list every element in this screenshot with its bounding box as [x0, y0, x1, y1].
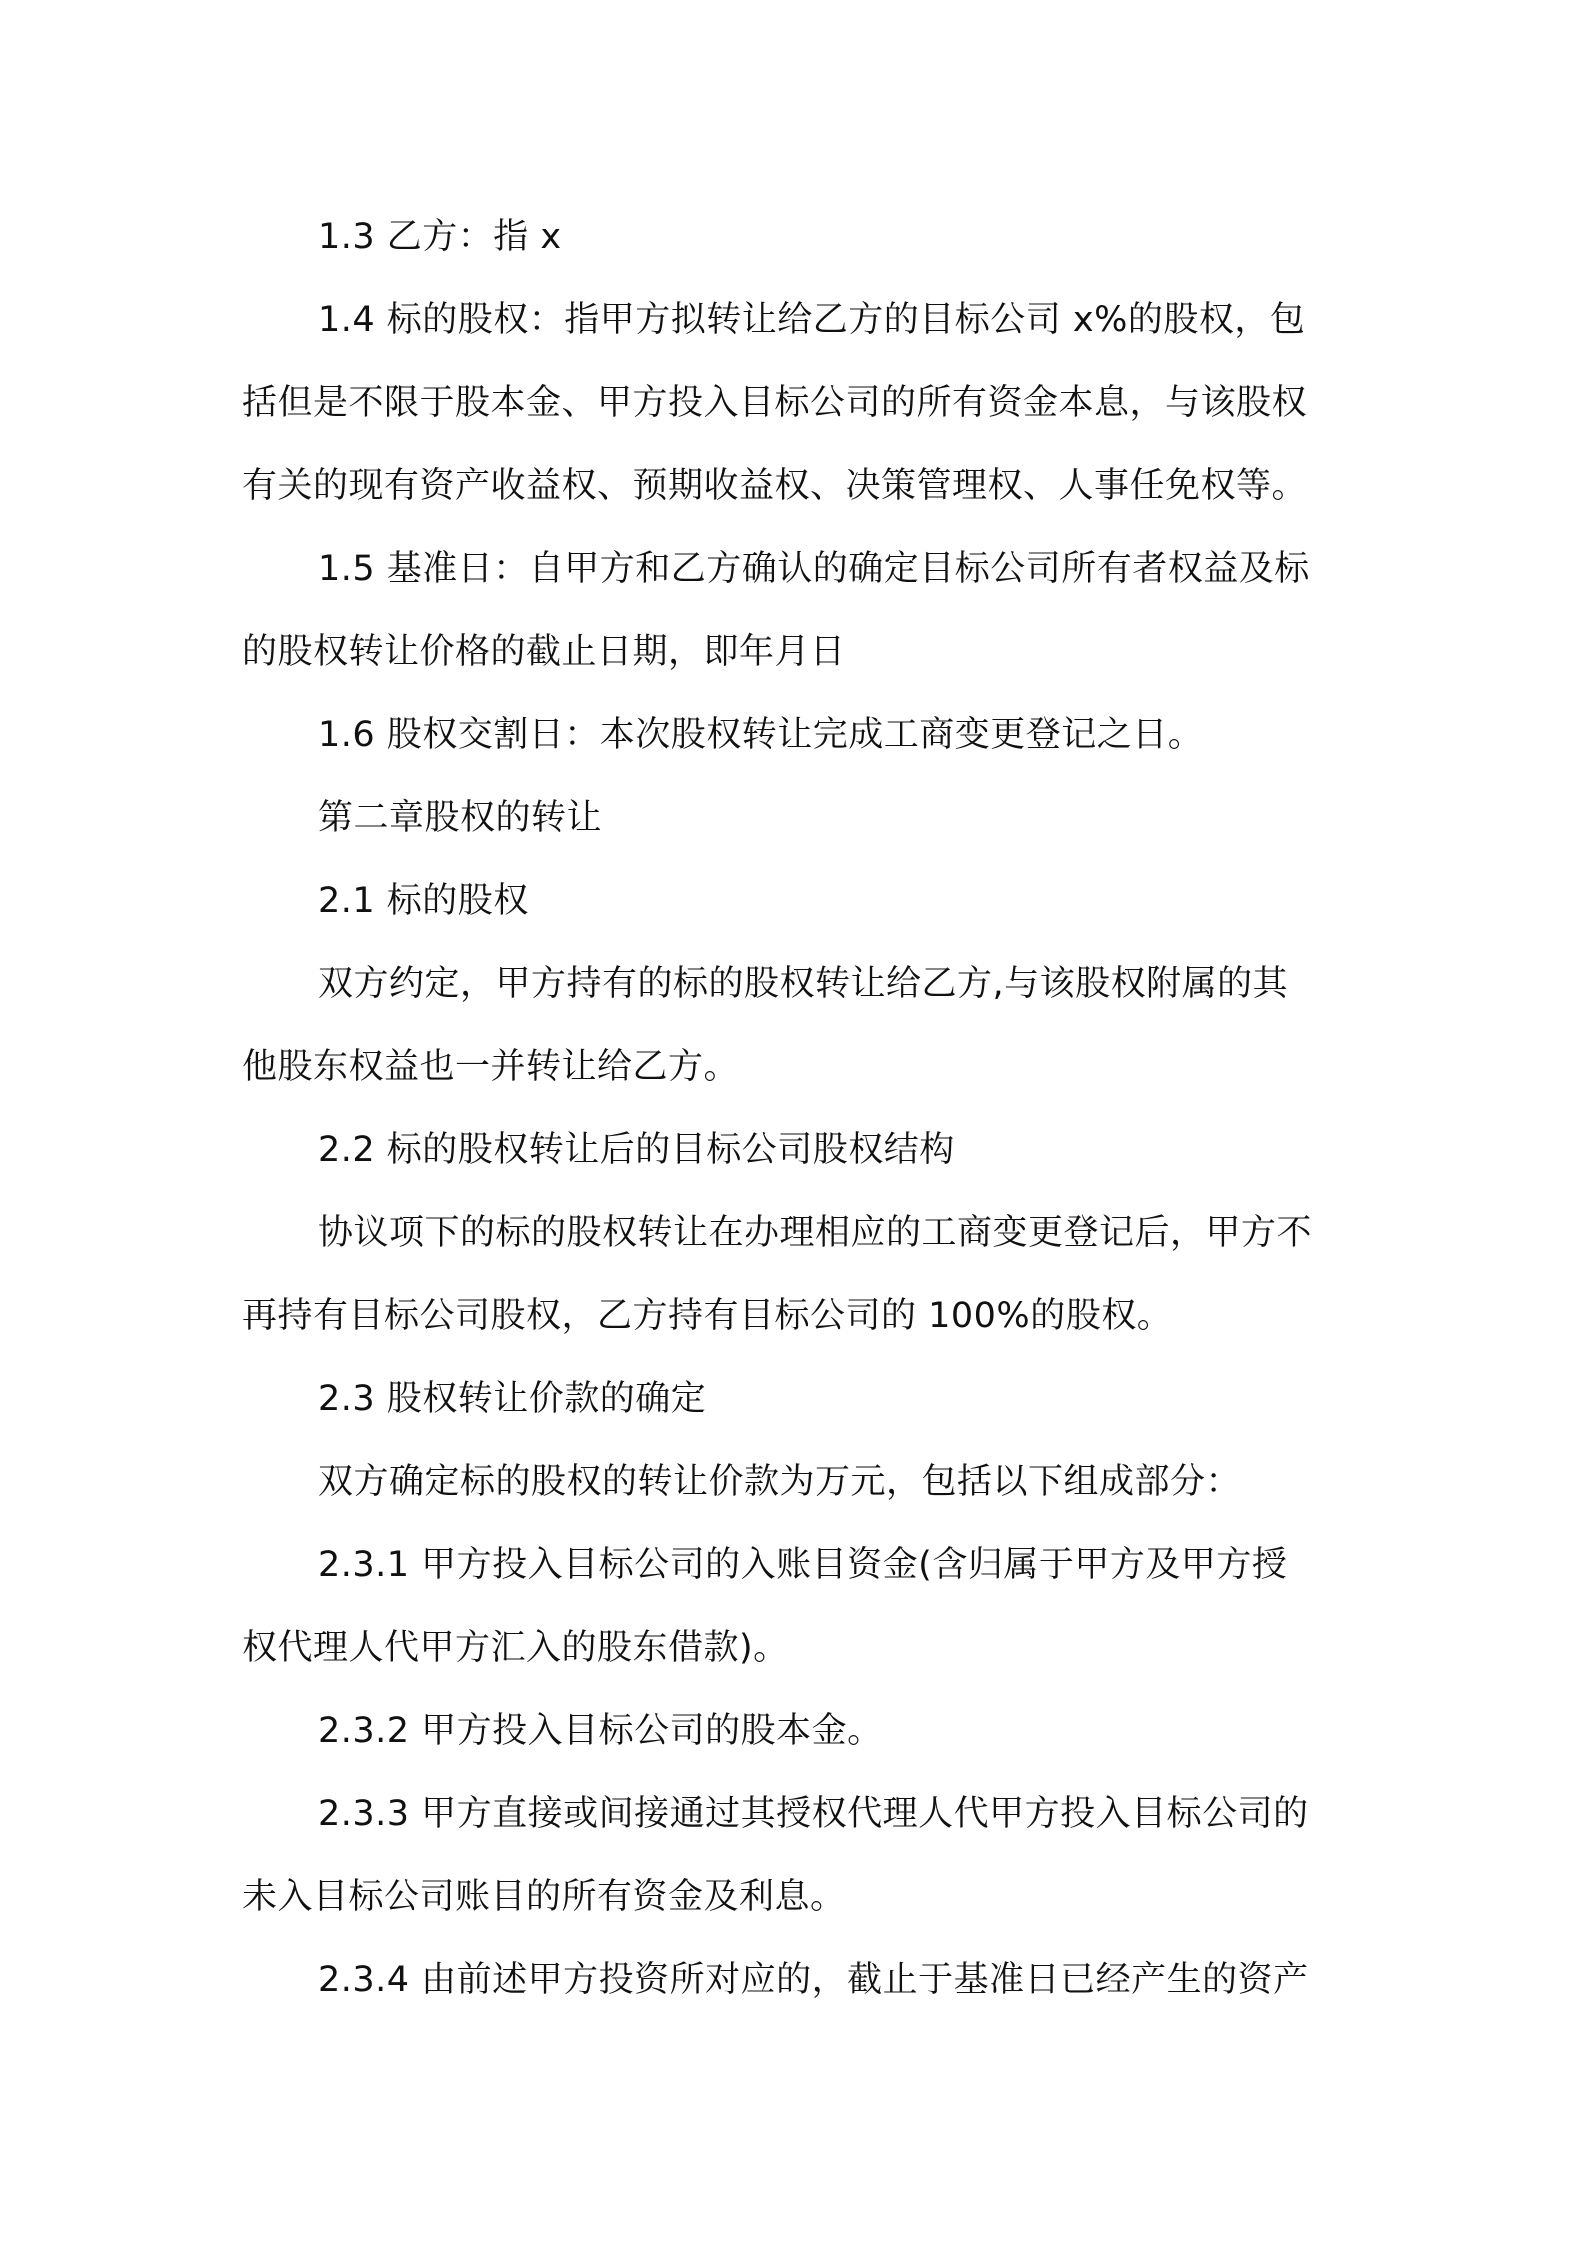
- paragraph-p-2-2-body: [242, 1192, 1352, 1358]
- text-line: 双方确定标的股权的转让价款为万元，包括以下组成部分：: [318, 1462, 1242, 1502]
- text-line: 有关的现有资产收益权、预期收益权、决策管理权、人事任免权等。: [242, 466, 1308, 506]
- text-line: 2.3.1 甲方投入目标公司的入账目资金(含归属于甲方及甲方授: [318, 1545, 1288, 1585]
- paragraph-p-ch2: [242, 777, 1352, 860]
- text-line: 1.4 标的股权：指甲方拟转让给乙方的目标公司 x%的股权，包: [318, 300, 1306, 340]
- paragraph-p-2-1: [242, 860, 1352, 943]
- text-line: 2.3 股权转让价款的确定: [318, 1379, 707, 1419]
- text-line: 的股权转让价格的截止日期，即年月日: [242, 632, 846, 672]
- text-line: 他股东权益也一并转让给乙方。: [242, 1047, 740, 1087]
- paragraph-p-2-3-3: [242, 1773, 1352, 1939]
- paragraph-p-2-3-body: [242, 1441, 1352, 1524]
- paragraph-p-2-1-body: [242, 943, 1352, 1109]
- text-line: 2.2 标的股权转让后的目标公司股权结构: [318, 1130, 955, 1170]
- paragraph-p-2-3-1: [242, 1524, 1352, 1690]
- text-line: 1.5 基准日：自甲方和乙方确认的确定目标公司所有者权益及标: [318, 549, 1310, 589]
- paragraph-p-2-3-2: [242, 1690, 1352, 1773]
- paragraph-p-2-3-4: [242, 1939, 1352, 2022]
- paragraph-p-1-5: [242, 528, 1352, 694]
- paragraph-p-1-3: [242, 196, 1352, 279]
- paragraph-p-2-3: [242, 1358, 1352, 1441]
- text-line: 协议项下的标的股权转让在办理相应的工商变更登记后，甲方不: [318, 1213, 1313, 1253]
- text-line: 括但是不限于股本金、甲方投入目标公司的所有资金本息，与该股权: [242, 383, 1308, 423]
- text-line: 权代理人代甲方汇入的股东借款)。: [242, 1628, 789, 1668]
- paragraph-p-2-2: [242, 1109, 1352, 1192]
- text-line: 再持有目标公司股权，乙方持有目标公司的 100%的股权。: [242, 1296, 1173, 1336]
- text-line: 2.3.3 甲方直接或间接通过其授权代理人代甲方投入目标公司的: [318, 1794, 1309, 1834]
- text-line: 第二章股权的转让: [318, 798, 603, 838]
- text-line: 2.1 标的股权: [318, 881, 529, 921]
- paragraph-p-1-6: [242, 694, 1352, 777]
- text-line: 1.3 乙方：指 x: [318, 217, 562, 257]
- text-line: 2.3.2 甲方投入目标公司的股本金。: [318, 1711, 883, 1751]
- text-line: 1.6 股权交割日：本次股权转让完成工商变更登记之日。: [318, 715, 1204, 755]
- text-line: 双方约定，甲方持有的标的股权转让给乙方,与该股权附属的其: [318, 964, 1289, 1004]
- text-line: 2.3.4 由前述甲方投资所对应的，截止于基准日已经产生的资产: [318, 1960, 1309, 2000]
- document-body: [242, 196, 1352, 2022]
- text-line: 未入目标公司账目的所有资金及利息。: [242, 1877, 846, 1917]
- paragraph-p-1-4: [242, 279, 1352, 528]
